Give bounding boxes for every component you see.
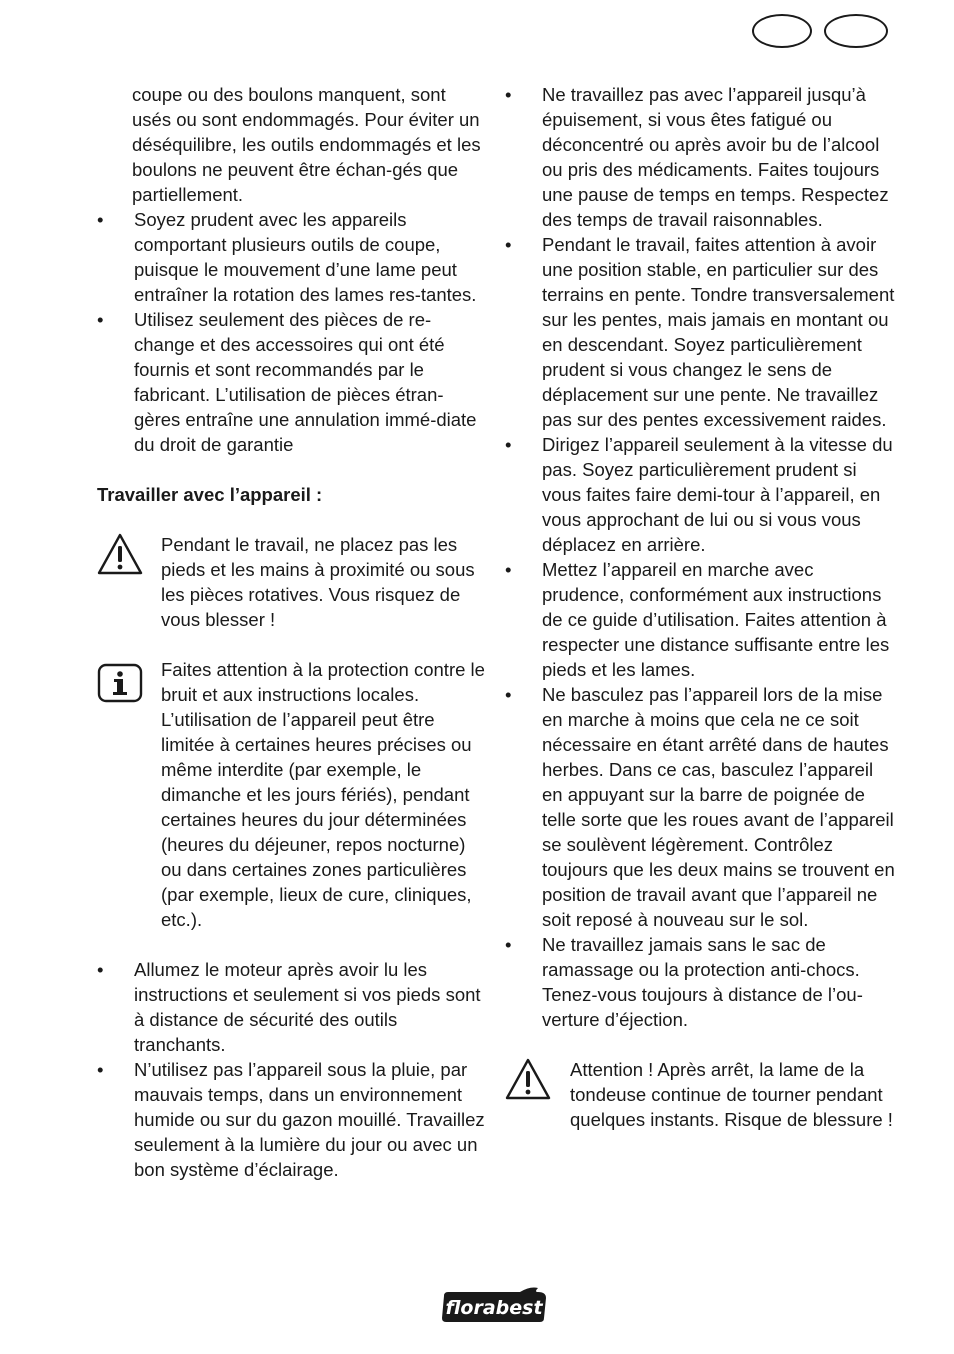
right-column [505, 82, 895, 1132]
list-item [97, 1057, 487, 1182]
bullet-icon: • [505, 84, 512, 105]
info-icon [97, 663, 143, 703]
warning-note-text: Attention ! Après arrêt, la lame de la tondeuse continue de tourner pendant quelques instants. Risque de blessure ! [570, 1059, 893, 1130]
warning-note [505, 1057, 895, 1132]
list-item-text: Ne travaillez pas avec l’appareil jusqu’à épuisement, si vous êtes fatigué ou déconcentré ou après avoir bu de l’alcool ou pris des médicaments. Faites toujours une pause de temps en temps. Respectez des temps de travail raisonnables. [542, 84, 889, 230]
bullet-icon: • [505, 234, 512, 255]
continuation-text: coupe ou des boulons manquent, sont usés ou sont endommagés. Pour éviter un déséquilibre, les outils endommagés et les boulons ne peuvent être échan-gés que partiellement. [132, 84, 481, 205]
bullet-icon: • [97, 209, 104, 230]
list-item [97, 957, 487, 1057]
list-item-text: Ne travaillez jamais sans le sac de ramassage ou la protection anti-chocs. Tenez-vous toujours à distance de l’ou-verture d’éjection. [542, 934, 863, 1030]
bullet-icon: • [97, 959, 104, 980]
info-note [97, 657, 487, 932]
list-item-text: Dirigez l’appareil seulement à la vitesse du pas. Soyez particulièrement prudent si vous faites faire demi-tour à l’appareil, en vous approchant de lui ou si vous vous déplacez en arrière. [542, 434, 893, 555]
info-note-text: Faites attention à la protection contre le bruit et aux instructions locales. L’utilisation de l’appareil peut être limitée à certaines heures précises ou même interdite (par exemple, le dimanche et les jours fériés), pendant certaines heures du jour déterminées (heures du déjeuner, repos nocturne) ou dans certaines zones particulières (par exemple, lieux de cure, cliniques, etc.). [161, 659, 485, 930]
list-item [505, 682, 895, 932]
list-item-text: Pendant le travail, faites attention à avoir une position stable, en particulier sur des terrains en pente. Tondre transversalement sur les pentes, mais jamais en montant ou en descendant. Soyez particulièrement prudent si vous changez le sens de déplacement sur une pente. Ne travaillez pas sur des pentes excessivement raides. [542, 234, 895, 430]
bullet-icon: • [505, 684, 512, 705]
list-item [505, 232, 895, 432]
list-item [97, 307, 487, 457]
bullet-icon: • [505, 434, 512, 455]
list-item [97, 207, 487, 307]
warning-note [97, 532, 487, 632]
list-item [505, 82, 895, 232]
list-item [505, 932, 895, 1032]
warning-note-text: Pendant le travail, ne placez pas les pieds et les mains à proximité ou sous les pièces rotatives. Vous risquez de vous blesser ! [161, 534, 475, 630]
list-item-text: Ne basculez pas l’appareil lors de la mise en marche à moins que cela ne ce soit nécessaire en étant arrêté dans de hautes herbes. Dans ce cas, basculez l’appareil en appuyant sur la barre de poignée de telle sorte que les roues avant de l’appareil se soulèvent légèrement. Contrôlez toujours que les deux mains se trouvent en position de travail avant que l’appareil ne soit reposé à nouveau sur le sol. [542, 684, 895, 930]
list-item-text: Utilisez seulement des pièces de re-change et des accessoires qui ont été fournis et sont recommandés par le fabricant. L’utilisation de pièces étran-gères entraîne une annulation immé-diate du droit de garantie [134, 309, 477, 455]
bullet-icon: • [505, 934, 512, 955]
warning-triangle-icon [97, 532, 143, 576]
logo-text: florabest [445, 1297, 543, 1319]
section-heading: Travailler avec l’appareil : [97, 484, 323, 505]
list-item-text: Allumez le moteur après avoir lu les instructions et seulement si vos pieds sont à distance de sécurité des outils tranchants. [134, 959, 481, 1055]
bullet-icon: • [97, 309, 104, 330]
language-oval-2 [824, 14, 888, 48]
bullet-icon: • [97, 1059, 104, 1080]
florabest-logo [438, 1284, 550, 1326]
list-item [505, 557, 895, 682]
language-oval-1 [752, 14, 812, 48]
bullet-icon: • [505, 559, 512, 580]
warning-triangle-icon [505, 1057, 551, 1101]
list-item-text: Soyez prudent avec les appareils comportant plusieurs outils de coupe, puisque le mouvement d’une lame peut entraîner la rotation des lames res-tantes. [134, 209, 477, 305]
left-column [97, 82, 487, 1182]
list-item-text: Mettez l’appareil en marche avec prudence, conformément aux instructions de ce guide d’utilisation. Faites attention à respecter une distance suffisante entre les pieds et les lames. [542, 559, 890, 680]
list-item [505, 432, 895, 557]
list-item-text: N’utilisez pas l’appareil sous la pluie, par mauvais temps, dans un environnement humide ou sur du gazon mouillé. Travaillez seulement à la lumière du jour ou avec un bon système d’éclairage. [134, 1059, 485, 1180]
